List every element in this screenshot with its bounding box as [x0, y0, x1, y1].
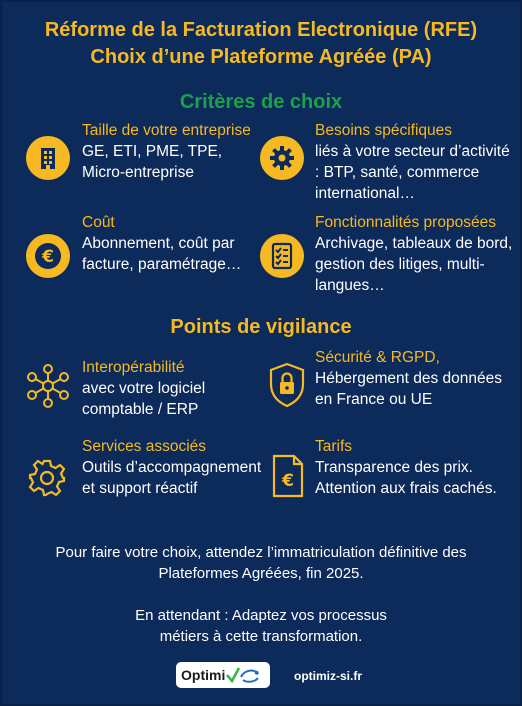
vigilance-item-pricing-head: Tarifs	[315, 438, 353, 455]
brand-logo-mark-icon	[225, 665, 261, 685]
euro-document-icon	[270, 454, 306, 503]
vigilance-item-interop-head: Interopérabilité	[82, 359, 185, 376]
brand-logo-text: Optimi	[181, 667, 226, 683]
footer-paragraph-1: Pour faire votre choix, attendez l’immatriculation définitive des Plateformes Agréées, fin 2025.	[55, 544, 467, 582]
brand-website: optimiz-si.fr	[294, 669, 362, 683]
criteria-item-needs	[315, 120, 515, 204]
criteria-item-cost	[82, 212, 257, 275]
criteria-item-features-head: Fonctionnalités proposées	[315, 214, 496, 231]
title-line-2: Choix d’une Plateforme Agréée (PA)	[90, 46, 432, 68]
brand-logo	[176, 662, 270, 688]
vigilance-item-services-head: Services associés	[82, 438, 207, 455]
footer-paragraph-2: En attendant : Adaptez vos processus métiers à cette transformation.	[135, 607, 387, 645]
building-icon	[26, 136, 70, 180]
network-icon	[26, 364, 70, 413]
vigilance-item-pricing-body: Transparence des prix. Attention aux frais cachés.	[315, 459, 497, 497]
criteria-item-cost-body: Abonnement, coût par facture, paramétrage…	[82, 235, 242, 273]
vigilance-item-security-body: Hébergement des données en France ou UE	[315, 370, 502, 408]
gear-icon	[260, 136, 304, 180]
criteria-item-features	[315, 212, 515, 296]
criteria-item-size-head: Taille de votre entreprise	[82, 122, 251, 139]
vigilance-item-services-body: Outils d’accompagnement et support réactif	[82, 459, 262, 497]
vigilance-item-pricing	[315, 436, 515, 499]
svg-text:€: €	[282, 471, 294, 491]
criteria-item-cost-head: Coût	[82, 214, 115, 231]
criteria-item-features-body: Archivage, tableaux de bord, gestion des litiges, multi-langues…	[315, 235, 513, 294]
criteria-item-needs-head: Besoins spécifiques	[315, 122, 452, 139]
shield-lock-icon	[268, 362, 306, 413]
title-line-1: Réforme de la Facturation Electronique (RFE)	[44, 19, 478, 41]
svg-text:€: €	[42, 247, 54, 267]
vigilance-item-services	[82, 436, 272, 499]
vigilance-item-interop	[82, 357, 262, 420]
checklist-icon	[260, 234, 304, 278]
criteria-item-size-body: GE, ETI, PME, TPE, Micro-entreprise	[82, 143, 223, 181]
criteria-heading: Critères de choix	[179, 91, 343, 113]
vigilance-item-interop-body: avec votre logiciel comptable / ERP	[82, 380, 206, 418]
cog-outline-icon	[27, 458, 67, 503]
vigilance-item-security-head: Sécurité & RGPD,	[315, 349, 440, 366]
euro-coin-icon	[26, 234, 70, 278]
vigilance-heading: Points de vigilance	[170, 316, 352, 338]
criteria-item-size	[82, 120, 252, 183]
criteria-item-needs-body: liés à votre secteur d’activité : BTP, santé, commerce international…	[315, 143, 510, 202]
vigilance-item-security	[315, 347, 515, 410]
